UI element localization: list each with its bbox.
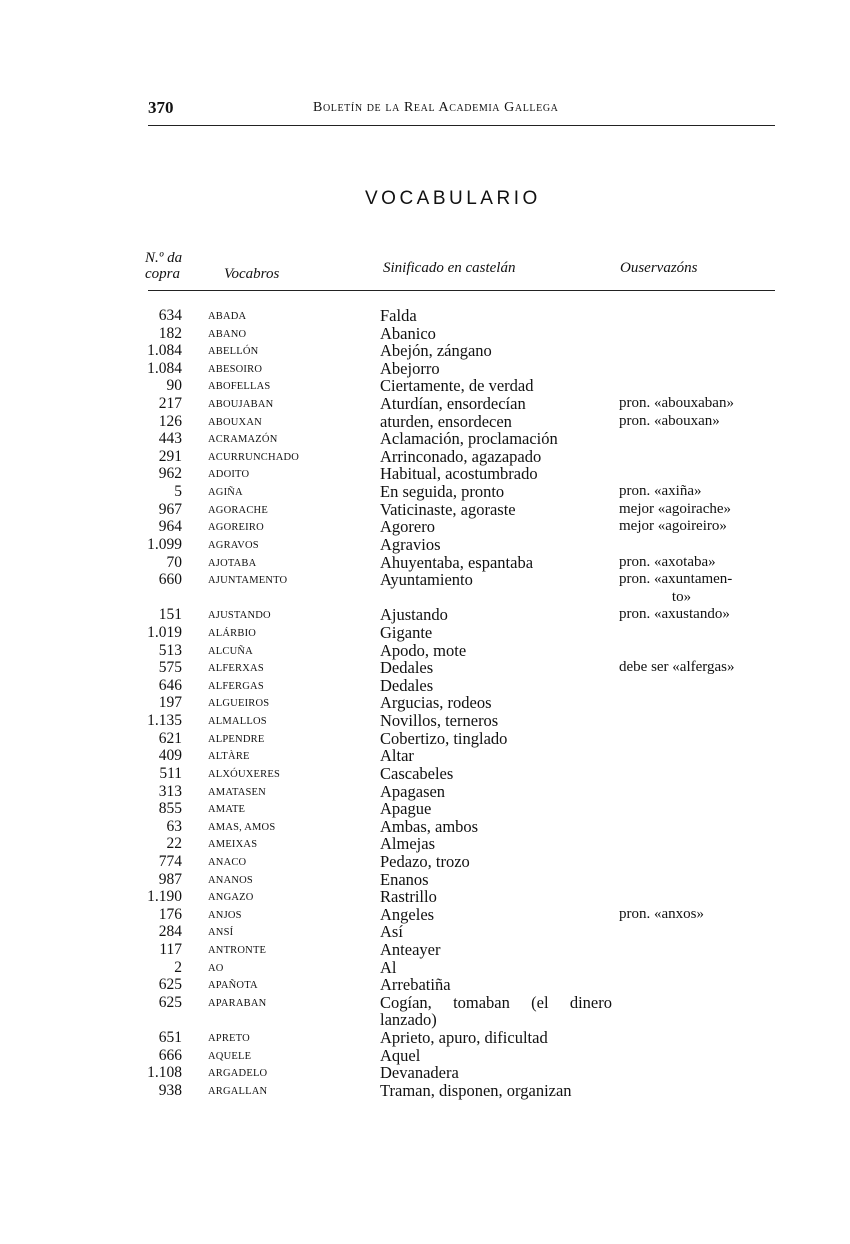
entry-word: ABOUJABAN	[208, 399, 274, 411]
entry-observation-text: pron. «anxos»	[619, 905, 704, 922]
vocabulary-entry	[0, 906, 850, 924]
entry-number: 621	[158, 729, 182, 747]
entry-number: 2	[174, 958, 182, 976]
entry-observation	[619, 659, 779, 677]
entry-word: ALPENDRE	[208, 733, 265, 745]
entry-meaning: Dedales	[380, 658, 434, 678]
vocabulary-entry	[0, 325, 850, 343]
column-header-number-line1: N.º da	[145, 250, 183, 266]
entry-meaning: Gigante	[380, 623, 433, 643]
entry-meaning: Habitual, acostumbrado	[380, 464, 538, 484]
entry-number: 117	[159, 941, 182, 959]
entry-number: 217	[158, 395, 182, 413]
vocabulary-entry	[0, 783, 850, 801]
entry-number: 1.084	[147, 359, 182, 377]
vocabulary-entry	[0, 800, 850, 818]
entry-meaning: Rastrillo	[380, 887, 437, 907]
entry-word: ABELLÓN	[208, 346, 259, 358]
entry-word: ANGAZO	[208, 892, 254, 904]
entry-word: ABOUXAN	[208, 416, 262, 428]
entry-word: AO	[208, 962, 224, 974]
entry-meaning: Almejas	[380, 834, 435, 854]
vocabulary-entry	[0, 994, 850, 1029]
entry-meaning: Devanadera	[380, 1063, 459, 1083]
vocabulary-entry	[0, 536, 850, 554]
column-header-number	[145, 250, 207, 282]
entry-observation-text: pron. «axustando»	[619, 606, 730, 623]
entry-observation-text: mejor «agoireiro»	[619, 518, 727, 535]
vocabulary-entry	[0, 712, 850, 730]
entry-word: ABADA	[208, 311, 247, 322]
entry-number: 1.099	[147, 535, 182, 553]
entry-meaning: Arrebatiña	[380, 975, 451, 995]
entry-word: ARGALLAN	[208, 1085, 268, 1097]
entry-number: 291	[158, 447, 182, 465]
entry-number: 774	[158, 852, 182, 870]
entry-word: AMEIXAS	[208, 839, 258, 851]
entry-meaning: Pedazo, trozo	[380, 851, 470, 871]
entry-word: AGORACHE	[208, 504, 268, 516]
entry-number: 634	[158, 307, 182, 324]
entry-number: 666	[158, 1046, 182, 1064]
entry-word: ALGUEIROS	[208, 698, 270, 710]
vocabulary-entry	[0, 765, 850, 783]
vocabulary-entry	[0, 959, 850, 977]
entry-meaning: Ciertamente, de verdad	[380, 376, 534, 396]
entry-observation	[619, 554, 779, 572]
entry-word: ABANO	[208, 328, 247, 340]
entry-meaning: Enanos	[380, 869, 429, 889]
vocabulary-entry	[0, 571, 850, 606]
vocabulary-entry	[0, 377, 850, 395]
entry-observation	[619, 395, 779, 413]
entry-observation-text: pron. «axotaba»	[619, 553, 716, 570]
entry-number: 1.084	[147, 342, 182, 360]
entry-word: ANTRONTE	[208, 945, 267, 957]
entry-number: 660	[158, 571, 182, 589]
entry-word: AMATE	[208, 804, 246, 816]
entry-number: 938	[158, 1081, 182, 1099]
entry-meaning: En seguida, pronto	[380, 482, 505, 502]
entry-meaning: Argucias, rodeos	[380, 693, 492, 713]
entry-meaning: Ayuntamiento	[380, 570, 473, 590]
vocabulary-entry	[0, 554, 850, 572]
entry-meaning: Altar	[380, 746, 414, 766]
entry-meaning: Novillos, terneros	[380, 711, 499, 731]
entry-word: ANANOS	[208, 874, 253, 886]
entry-number: 1.108	[147, 1064, 182, 1082]
entry-number: 651	[158, 1029, 182, 1047]
vocabulary-entry	[0, 1029, 850, 1047]
entry-meaning: Traman, disponen, organizan	[380, 1080, 572, 1100]
entry-word: ARGADELO	[208, 1068, 268, 1080]
entry-number: 646	[158, 676, 182, 694]
entry-meaning: Aturdían, ensordecían	[380, 394, 526, 414]
entry-meaning: Así	[380, 922, 403, 942]
entry-word: AMATASEN	[208, 786, 266, 798]
entry-observation-text: pron. «axiña»	[619, 483, 702, 500]
vocabulary-entry	[0, 659, 850, 677]
entry-meaning: Aclamación, proclamación	[380, 429, 558, 449]
entry-word: ALXÓUXERES	[208, 768, 280, 780]
entry-number: 575	[158, 659, 182, 677]
entry-number: 1.190	[147, 888, 182, 906]
vocabulary-entry	[0, 888, 850, 906]
entry-number: 1.019	[147, 624, 182, 642]
entry-meaning: Ahuyentaba, espantaba	[380, 552, 534, 572]
entry-word: AJUNTAMENTO	[208, 575, 288, 587]
entry-word: ANJOS	[208, 909, 242, 921]
entry-number: 513	[158, 641, 182, 659]
entry-word: ALMALLOS	[208, 716, 267, 728]
entry-meaning: Cogían, tomaban (el dinero lanzado)	[380, 992, 612, 1030]
entry-word: ALCUÑA	[208, 645, 253, 657]
entry-word: ALFERXAS	[208, 663, 264, 675]
vocabulary-entry	[0, 1082, 850, 1117]
vocabulary-entry	[0, 624, 850, 642]
entry-meaning: Abejorro	[380, 358, 440, 378]
table-divider	[148, 290, 775, 291]
vocabulary-list	[0, 307, 850, 1117]
entry-word: AGRAVOS	[208, 539, 259, 551]
vocabulary-entry	[0, 307, 850, 325]
entry-number: 176	[158, 905, 182, 923]
column-header-word: Vocabros	[224, 266, 280, 282]
entry-observation	[619, 518, 779, 536]
entry-word: ANSÍ	[208, 927, 234, 939]
vocabulary-entry	[0, 395, 850, 413]
entry-number: 409	[158, 747, 182, 765]
entry-observation-continuation: to»	[671, 588, 692, 605]
entry-observation-text: pron. «abouxaban»	[619, 395, 734, 412]
entry-meaning: Apodo, mote	[380, 640, 467, 660]
vocabulary-entry	[0, 413, 850, 431]
entry-meaning: Aquel	[380, 1045, 421, 1065]
entry-meaning: Agorero	[380, 517, 435, 537]
vocabulary-entry	[0, 606, 850, 624]
entry-meaning: Cascabeles	[380, 763, 454, 783]
entry-meaning: Agravios	[380, 534, 441, 554]
entry-number: 126	[158, 412, 182, 430]
entry-meaning: Apague	[380, 799, 432, 819]
column-header-observations: Ouservazóns	[620, 260, 698, 276]
vocabulary-entry	[0, 465, 850, 483]
entry-number: 443	[158, 430, 182, 448]
entry-meaning: Al	[380, 957, 397, 977]
vocabulary-entry	[0, 360, 850, 378]
entry-word: AMAS, AMOS	[208, 821, 276, 833]
entry-observation	[619, 571, 779, 606]
vocabulary-entry	[0, 694, 850, 712]
entry-observation-text: mejor «agoirache»	[619, 500, 732, 517]
vocabulary-entry	[0, 342, 850, 360]
vocabulary-entry	[0, 853, 850, 871]
entry-observation-text: debe ser «alfergas»	[619, 659, 735, 676]
entry-number: 1.135	[147, 712, 182, 730]
entry-meaning: Cobertizo, tinglado	[380, 728, 508, 748]
entry-meaning: aturden, ensordecen	[380, 411, 512, 431]
vocabulary-entry	[0, 501, 850, 519]
header-divider	[148, 125, 775, 126]
entry-word: ADOITO	[208, 469, 250, 481]
entry-meaning: Anteayer	[380, 940, 441, 960]
entry-word: ALTÀRE	[208, 751, 250, 763]
entry-meaning: Arrinconado, agazapado	[380, 446, 542, 466]
section-title: VOCABULARIO	[365, 188, 541, 209]
entry-word: AGIÑA	[208, 487, 243, 499]
entry-number: 284	[158, 923, 182, 941]
vocabulary-entry	[0, 430, 850, 448]
vocabulary-entry	[0, 483, 850, 501]
entry-word: AQUELE	[208, 1050, 252, 1062]
vocabulary-entry	[0, 976, 850, 994]
entry-number: 5	[174, 483, 182, 501]
running-title: Boletín de la Real Academia Gallega	[313, 100, 559, 115]
entry-number: 63	[166, 817, 182, 835]
entry-word: AGOREIRO	[208, 522, 264, 534]
entry-word: APAÑOTA	[208, 980, 258, 992]
entry-meaning: Abanico	[380, 323, 436, 343]
column-header-meaning: Sinificado en castelán	[383, 260, 516, 276]
entry-word: ALFERGAS	[208, 680, 264, 692]
entry-word: ACURRUNCHADO	[208, 451, 300, 463]
vocabulary-entry	[0, 923, 850, 941]
entry-observation	[619, 606, 779, 624]
vocabulary-entry	[0, 1064, 850, 1082]
vocabulary-entry	[0, 730, 850, 748]
entry-number: 962	[158, 465, 182, 483]
entry-meaning: Ambas, ambos	[380, 816, 479, 836]
entry-number: 511	[159, 764, 182, 782]
entry-word: ALÁRBIO	[208, 628, 257, 640]
entry-word: ANACO	[208, 856, 247, 868]
entry-word: ACRAMAZÓN	[208, 434, 278, 446]
entry-number: 70	[166, 553, 182, 571]
entry-observation	[619, 483, 779, 501]
entry-number: 197	[158, 694, 182, 712]
entry-meaning: Angeles	[380, 904, 435, 924]
entry-observation	[619, 501, 779, 519]
entry-observation	[619, 413, 779, 431]
vocabulary-entry	[0, 677, 850, 695]
entry-number: 625	[158, 976, 182, 994]
vocabulary-entry	[0, 941, 850, 959]
entry-word: APRETO	[208, 1033, 250, 1045]
vocabulary-entry	[0, 747, 850, 765]
entry-meaning: Ajustando	[380, 605, 448, 625]
vocabulary-entry	[0, 871, 850, 889]
entry-number: 855	[158, 800, 182, 818]
entry-number: 182	[158, 324, 182, 342]
entry-number: 22	[166, 835, 182, 853]
column-header-number-line2: copra	[145, 266, 180, 282]
entry-meaning: Aprieto, apuro, dificultad	[380, 1028, 548, 1048]
entry-number: 151	[158, 606, 182, 624]
entry-number: 967	[158, 500, 182, 518]
entry-word: ABESOIRO	[208, 363, 263, 375]
entry-meaning: Apagasen	[380, 781, 446, 801]
entry-observation-text: pron. «abouxan»	[619, 412, 720, 429]
entry-observation-text: pron. «axuntamen-	[619, 571, 733, 588]
entry-meaning: Abejón, zángano	[380, 341, 492, 361]
page-number: 370	[148, 98, 174, 117]
entry-word: AJUSTANDO	[208, 610, 271, 622]
page-header	[148, 98, 775, 120]
entry-observation	[619, 906, 779, 924]
vocabulary-entry	[0, 818, 850, 836]
entry-meaning: Falda	[380, 306, 417, 325]
entry-number: 313	[158, 782, 182, 800]
entry-word: AJOTABA	[208, 557, 257, 569]
entry-meaning: Vaticinaste, agoraste	[380, 499, 516, 519]
entry-number: 964	[158, 518, 182, 536]
entry-number: 90	[166, 377, 182, 395]
entry-word: ABOFELLAS	[208, 381, 271, 393]
entry-number: 987	[158, 870, 182, 888]
entry-number: 625	[158, 993, 182, 1011]
vocabulary-entry	[0, 1047, 850, 1065]
vocabulary-entry	[0, 518, 850, 536]
vocabulary-entry	[0, 642, 850, 660]
entry-meaning: Dedales	[380, 675, 434, 695]
entry-word: APARABAN	[208, 997, 267, 1009]
vocabulary-entry	[0, 448, 850, 466]
vocabulary-entry	[0, 835, 850, 853]
